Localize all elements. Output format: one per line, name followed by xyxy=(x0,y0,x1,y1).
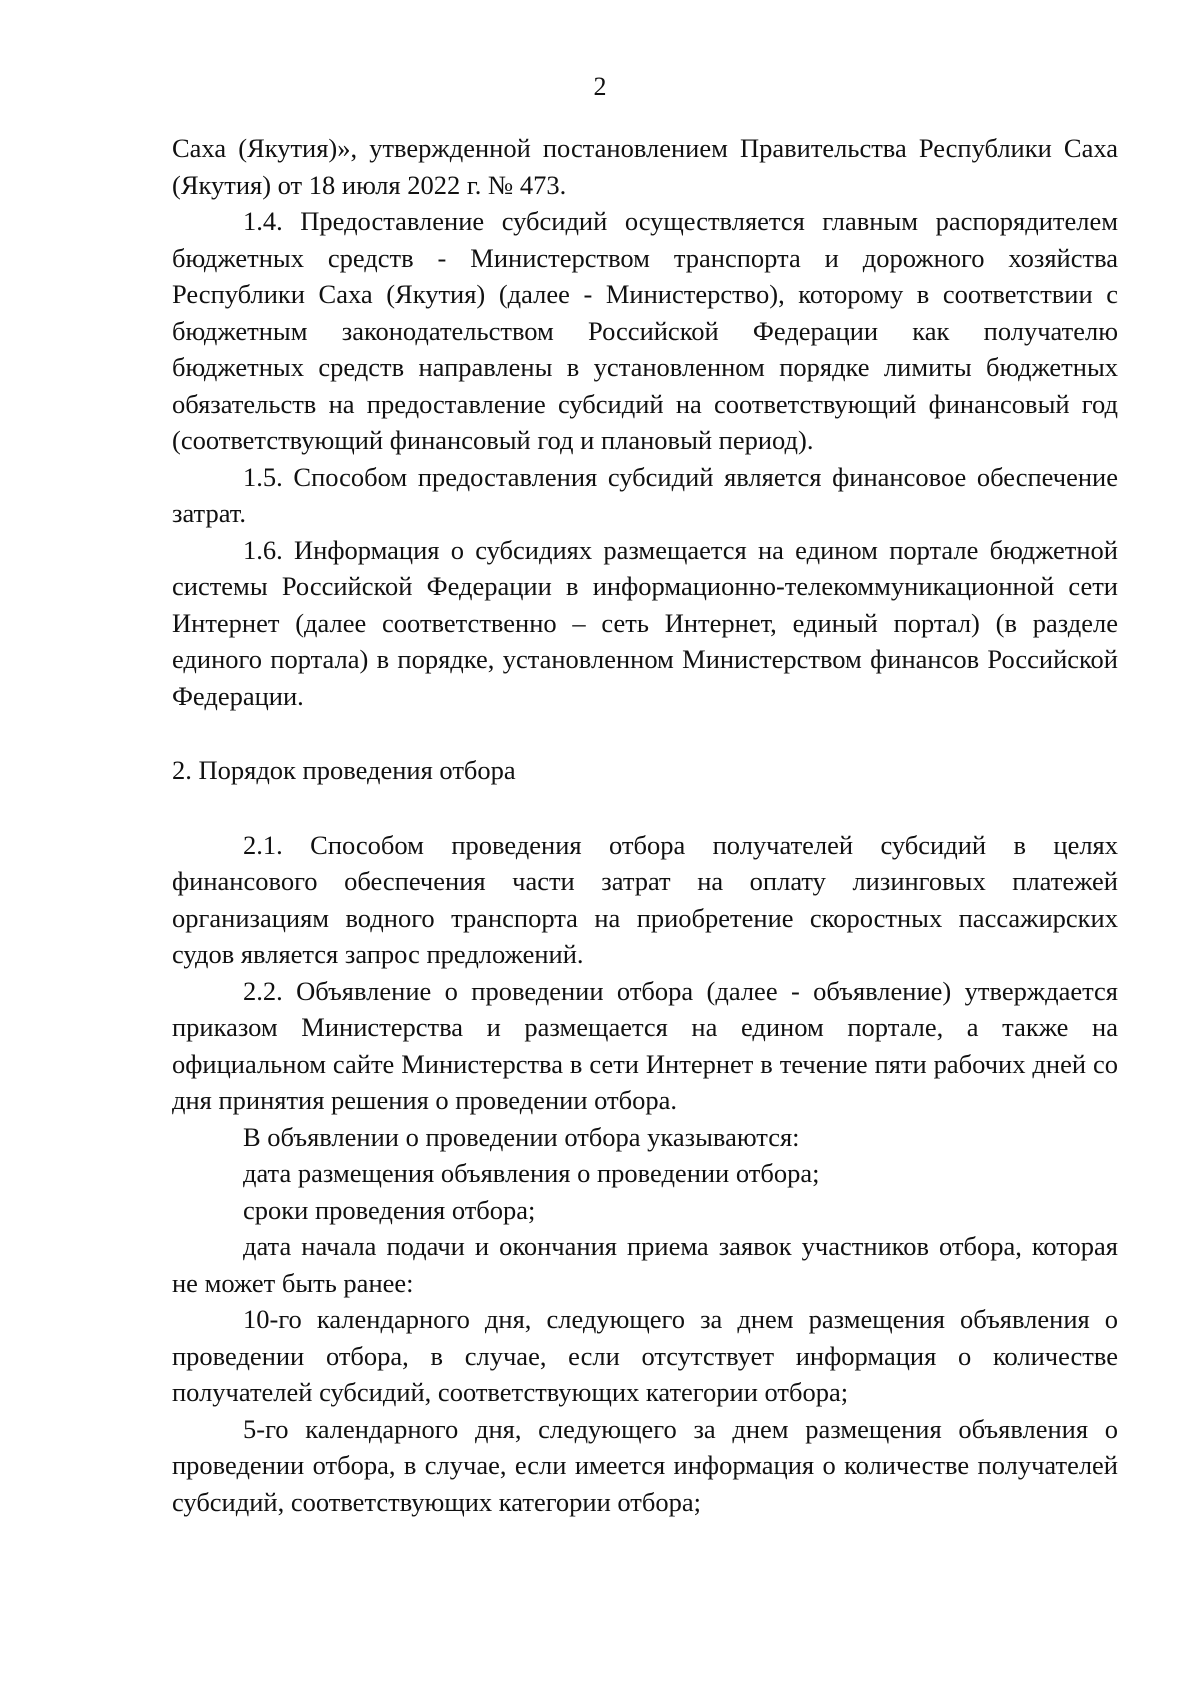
paragraph-2-2: 2.2. Объявление о проведении отбора (далее - объявление) утверждается приказом Министерства и размещается на едином портале, а также на официальном сайте Министерства в сети Интернет в течение пяти рабочих дней со дня принятия решения о проведении отбора. xyxy=(172,975,1118,1115)
paragraph-1-4: 1.4. Предоставление субсидий осуществляется главным распорядителем бюджетных средств - Министерством транспорта и дорожного хозяйства Республики Саха (Якутия) (далее - Министерство), которому в соответствии с бюджетным законодательством Российской Федерации как получателю бюджетных средств направлены в установленном порядке лимиты бюджетных обязательств на предоставление субсидий на соответствующий финансовый год (соответствующий финансовый год и плановый период). xyxy=(172,206,1118,455)
section-2-heading: 2. Порядок проведения отбора xyxy=(172,755,516,785)
paragraph-continuation: Саха (Якутия)», утвержденной постановлением Правительства Республики Саха (Якутия) от 18 июля 2022 г. № 473. xyxy=(172,133,1118,200)
list-item-10th-day: 10-го календарного дня, следующего за днем размещения объявления о проведении отбора, в случае, если отсутствует информация о количестве получателей субсидий, соответствующих категории отбора; xyxy=(172,1304,1118,1407)
page-number: 2 xyxy=(593,72,607,101)
announcement-intro: В объявлении о проведении отбора указываются: xyxy=(243,1121,800,1152)
paragraph-1-6: 1.6. Информация о субсидиях размещается на едином портале бюджетной системы Российской Федерации в информационно-телекоммуникационной сети Интернет (далее соответственно – сеть Интернет, единый портал) (в разделе единого портала) в порядке, установленном Министерством финансов Российской Федерации. xyxy=(172,534,1118,711)
list-item-date-posting: дата размещения объявления о проведении отбора; xyxy=(243,1158,820,1188)
list-item-application-dates: дата начала подачи и окончания приема заявок участников отбора, которая не может быть ранее: xyxy=(172,1231,1118,1298)
document-body xyxy=(172,130,1118,1520)
list-item-5th-day: 5-го календарного дня, следующего за днем размещения объявления о проведении отбора, в случае, если имеется информация о количестве получателей субсидий, соответствующих категории отбора; xyxy=(172,1413,1118,1517)
paragraph-1-5: 1.5. Способом предоставления субсидий является финансовое обеспечение затрат. xyxy=(172,461,1118,528)
list-item-terms: сроки проведения отбора; xyxy=(243,1194,536,1225)
paragraph-2-1: 2.1. Способом проведения отбора получателей субсидий в целях финансового обеспечения части затрат на оплату лизинговых платежей организациям водного транспорта на приобретение скоростных пассажирских судов является запрос предложений. xyxy=(172,829,1118,969)
